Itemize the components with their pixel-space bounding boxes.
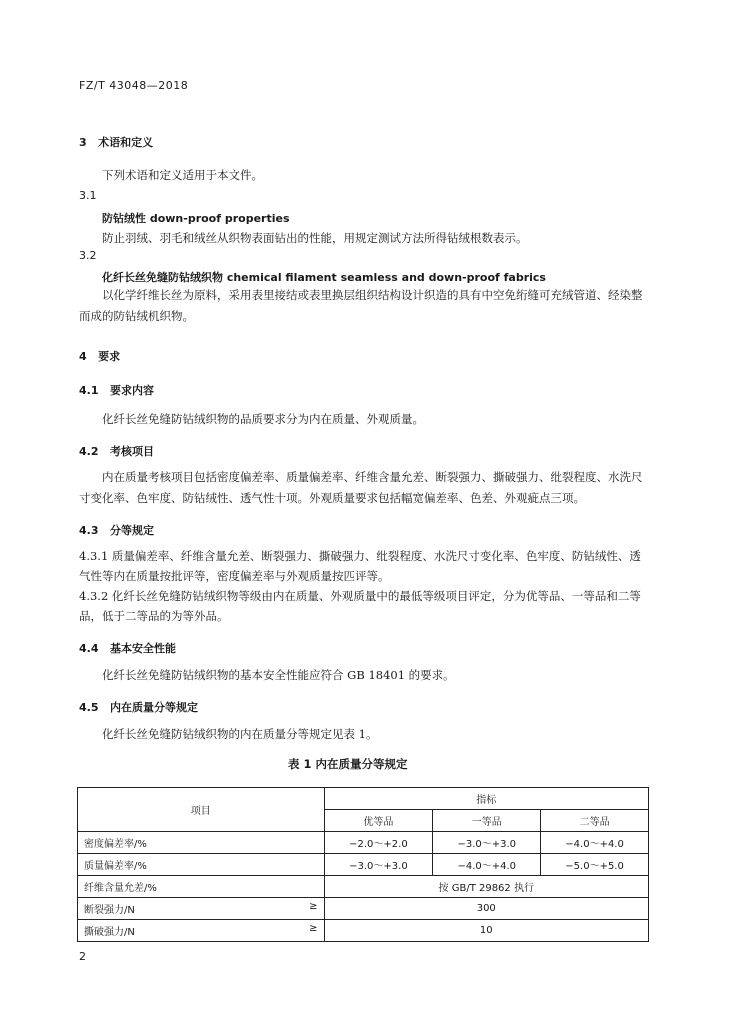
row-item: 断裂强力/N: [84, 905, 135, 916]
section-3-heading: [79, 134, 153, 150]
clause-block: [79, 546, 651, 626]
term-heading: 防钻绒性 down-proof properties: [102, 212, 290, 225]
cell-value: −3.0～+3.0: [433, 832, 541, 854]
header-item: 项目: [78, 788, 325, 832]
row-item: 撕破强力/N: [84, 927, 135, 938]
section-title: 术语和定义: [98, 136, 154, 149]
subsection-number: 4.5: [79, 701, 99, 714]
row-item: 质量偏差率/%: [78, 854, 325, 876]
term-definition: 以化学纤维长丝为原料，采用表里接结或表里换层组织结构设计织造的具有中空免绗缝可充绒管道、经染整而成的防钻绒机织物。: [79, 288, 643, 323]
grade-header: 二等品: [541, 810, 649, 832]
threshold-symbol: ≥: [309, 923, 318, 934]
row-item: 纤维含量允差/%: [78, 876, 325, 898]
paragraph: 下列术语和定义适用于本文件。: [102, 168, 263, 182]
subsection-number: 4.4: [79, 642, 99, 655]
threshold-symbol: ≥: [309, 901, 318, 912]
term-definition-block: [79, 285, 651, 327]
section-title: 要求: [98, 350, 121, 363]
header-index: 指标: [324, 788, 649, 810]
cell-value: 10: [324, 920, 649, 942]
table-caption: 表 1 内在质量分等规定: [288, 757, 408, 771]
row-item: 密度偏差率/%: [78, 832, 325, 854]
table-row: [78, 832, 649, 854]
cell-value: 300: [324, 898, 649, 920]
subsection-title: 内在质量分等规定: [110, 701, 198, 714]
subsection-heading: [79, 640, 176, 656]
subsection-heading: [79, 382, 154, 398]
subsection-number: 4.2: [79, 445, 99, 458]
subsection-number: 4.1: [79, 384, 99, 397]
subsection-title: 分等规定: [110, 524, 154, 537]
section-4-heading: [79, 348, 120, 364]
table-header-row: [78, 788, 649, 810]
row-item-cell: [78, 920, 325, 942]
term-heading: 化纤长丝免缝防钻绒织物 chemical filament seamless and down-proof fabrics: [102, 271, 546, 284]
subsection-heading: [79, 522, 154, 538]
page-number: 2: [79, 950, 86, 963]
paragraph: 化纤长丝免缝防钻绒织物的品质要求分为内在质量、外观质量。: [102, 412, 424, 426]
section-number: 3: [79, 136, 87, 149]
clause-4-3-1: 4.3.1 质量偏差率、纤维含量允差、断裂强力、撕破强力、纰裂程度、水洗尺寸变化率、色牢度、防钻绒性、透气性等内在质量按批评等，密度偏差率与外观质量按匹评等。: [79, 549, 641, 583]
cell-value: −3.0～+3.0: [324, 854, 433, 876]
term-definition: 防止羽绒、羽毛和绒丝从织物表面钻出的性能，用规定测试方法所得钻绒根数表示。: [102, 231, 528, 245]
cell-value: −4.0～+4.0: [541, 832, 649, 854]
row-item-cell: [78, 898, 325, 920]
table-row: [78, 876, 649, 898]
quality-grading-table: [77, 787, 649, 942]
table-row: [78, 898, 649, 920]
paragraph: 化纤长丝免缝防钻绒织物的内在质量分等规定见表 1。: [102, 727, 378, 741]
subsection-heading: [79, 443, 154, 459]
subsection-number: 4.3: [79, 524, 99, 537]
section-number: 4: [79, 350, 87, 363]
cell-value: −4.0～+4.0: [433, 854, 541, 876]
subsection-heading: [79, 699, 198, 715]
cell-value: −5.0～+5.0: [541, 854, 649, 876]
subsection-title: 基本安全性能: [110, 642, 176, 655]
grade-header: 优等品: [324, 810, 433, 832]
clause-4-3-2: 4.3.2 化纤长丝免缝防钻绒织物等级由内在质量、外观质量中的最低等级项目评定，分为优等品、一等品和二等品，低于二等品的为等外品。: [79, 589, 641, 623]
cell-value: 按 GB/T 29862 执行: [324, 876, 649, 898]
term-number: 3.1: [79, 189, 97, 202]
paragraph-block: [79, 467, 651, 509]
paragraph: 内在质量考核项目包括密度偏差率、质量偏差率、纤维含量允差、断裂强力、撕破强力、纰裂程度、水洗尺寸变化率、色牢度、防钻绒性、透气性十项。外观质量要求包括幅宽偏差率、色差、外观疵点三项。: [79, 470, 643, 505]
term-number: 3.2: [79, 249, 97, 262]
cell-value: −2.0～+2.0: [324, 832, 433, 854]
subsection-title: 考核项目: [110, 445, 154, 458]
table-row: [78, 854, 649, 876]
grade-header: 一等品: [433, 810, 541, 832]
subsection-title: 要求内容: [110, 384, 154, 397]
table-row: [78, 920, 649, 942]
paragraph: 化纤长丝免缝防钻绒织物的基本安全性能应符合 GB 18401 的要求。: [102, 668, 455, 682]
standard-number: FZ/T 43048—2018: [79, 79, 189, 92]
